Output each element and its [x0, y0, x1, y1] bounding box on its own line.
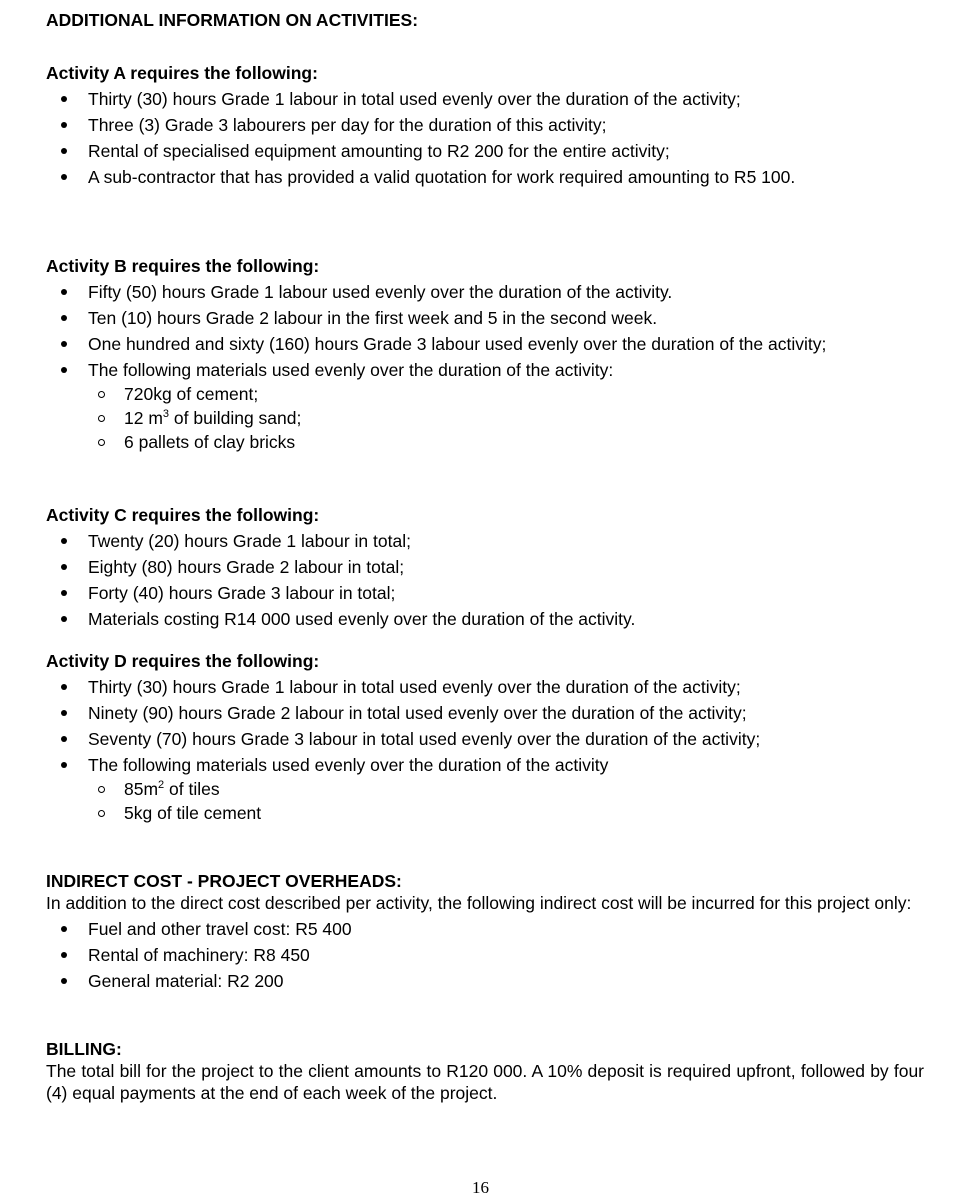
list-item: Forty (40) hours Grade 3 labour in total; [46, 582, 924, 604]
bullet-icon [61, 564, 67, 570]
list-item: A sub-contractor that has provided a valid quotation for work required amounting to R5 100. [46, 166, 924, 188]
indirect-cost-intro: In addition to the direct cost described per activity, the following indirect cost will be incurred for this project only: [46, 893, 912, 913]
bullet-icon [61, 736, 67, 742]
list-item: Fifty (50) hours Grade 1 labour used evenly over the duration of the activity. [46, 281, 924, 303]
activity-c-section [46, 504, 924, 630]
sub-bullet-icon [98, 786, 105, 793]
list-item: Ten (10) hours Grade 2 labour in the first week and 5 in the second week. [46, 307, 924, 329]
sub-list-item: 6 pallets of clay bricks [46, 431, 924, 453]
bullet-icon [61, 978, 67, 984]
sub-bullet-icon [98, 391, 105, 398]
sub-list-item: 720kg of cement; [46, 383, 924, 405]
bullet-icon [61, 762, 67, 768]
page-title: ADDITIONAL INFORMATION ON ACTIVITIES: [46, 10, 419, 30]
billing-section [46, 1038, 924, 1104]
activity-d-section [46, 650, 924, 824]
activity-c-list [46, 530, 924, 630]
list-item: General material: R2 200 [46, 970, 924, 992]
billing-heading: BILLING: [46, 1039, 122, 1059]
bullet-icon [61, 148, 67, 154]
list-item: Thirty (30) hours Grade 1 labour in total used evenly over the duration of the activity; [46, 676, 924, 698]
list-item: Fuel and other travel cost: R5 400 [46, 918, 924, 940]
list-item: Seventy (70) hours Grade 3 labour in total used evenly over the duration of the activity; [46, 728, 924, 750]
page-number: 16 [472, 1178, 489, 1197]
bullet-icon [61, 367, 67, 373]
activity-d-heading: Activity D requires the following: [46, 651, 320, 671]
activity-b-list [46, 281, 924, 453]
bullet-icon [61, 538, 67, 544]
bullet-icon [61, 122, 67, 128]
list-item: Materials costing R14 000 used evenly over the duration of the activity. [46, 608, 924, 630]
list-item: Rental of machinery: R8 450 [46, 944, 924, 966]
activity-a-section [46, 62, 924, 188]
activity-b-section [46, 255, 924, 453]
billing-text: The total bill for the project to the client amounts to R120 000. A 10% deposit is required upfront, followed by four (4) equal payments at the end of each week of the project. [46, 1061, 924, 1103]
sub-bullet-icon [98, 810, 105, 817]
bullet-icon [61, 289, 67, 295]
indirect-cost-list [46, 918, 924, 992]
sub-list-item: 12 $m^3$ of building sand; [46, 407, 924, 429]
activity-d-materials [46, 778, 924, 824]
list-item: The following materials used evenly over the duration of the activity $85m^2$ of tiles 5kg of tile cement [46, 754, 924, 824]
activity-b-heading: Activity B requires the following: [46, 256, 320, 276]
bullet-icon [61, 96, 67, 102]
bullet-icon [61, 590, 67, 596]
indirect-cost-heading: INDIRECT COST - PROJECT OVERHEADS: [46, 871, 402, 891]
activity-a-list [46, 88, 924, 188]
bullet-icon [61, 684, 67, 690]
activity-a-heading: Activity A requires the following: [46, 63, 318, 83]
bullet-icon [61, 710, 67, 716]
activity-b-materials [46, 383, 924, 453]
sub-list-item: $85m^2$ of tiles [46, 778, 924, 800]
list-item: Thirty (30) hours Grade 1 labour in total used evenly over the duration of the activity; [46, 88, 924, 110]
bullet-icon [61, 315, 67, 321]
bullet-icon [61, 952, 67, 958]
sub-list-item: 5kg of tile cement [46, 802, 924, 824]
list-item: Twenty (20) hours Grade 1 labour in total; [46, 530, 924, 552]
bullet-icon [61, 341, 67, 347]
list-item: Three (3) Grade 3 labourers per day for the duration of this activity; [46, 114, 924, 136]
indirect-cost-section [46, 870, 924, 992]
bullet-icon [61, 926, 67, 932]
bullet-icon [61, 616, 67, 622]
list-item: Eighty (80) hours Grade 2 labour in total; [46, 556, 924, 578]
list-item: One hundred and sixty (160) hours Grade 3 labour used evenly over the duration of the activity; [46, 333, 924, 355]
bullet-icon [61, 174, 67, 180]
list-item: Ninety (90) hours Grade 2 labour in total used evenly over the duration of the activity; [46, 702, 924, 724]
list-item: The following materials used evenly over the duration of the activity: 720kg of cement; 12 $m^3$ of building sand; 6 pallets of clay bricks [46, 359, 924, 453]
activity-c-heading: Activity C requires the following: [46, 505, 320, 525]
activity-d-list [46, 676, 924, 824]
sub-bullet-icon [98, 439, 105, 446]
list-item: Rental of specialised equipment amounting to R2 200 for the entire activity; [46, 140, 924, 162]
sub-bullet-icon [98, 415, 105, 422]
